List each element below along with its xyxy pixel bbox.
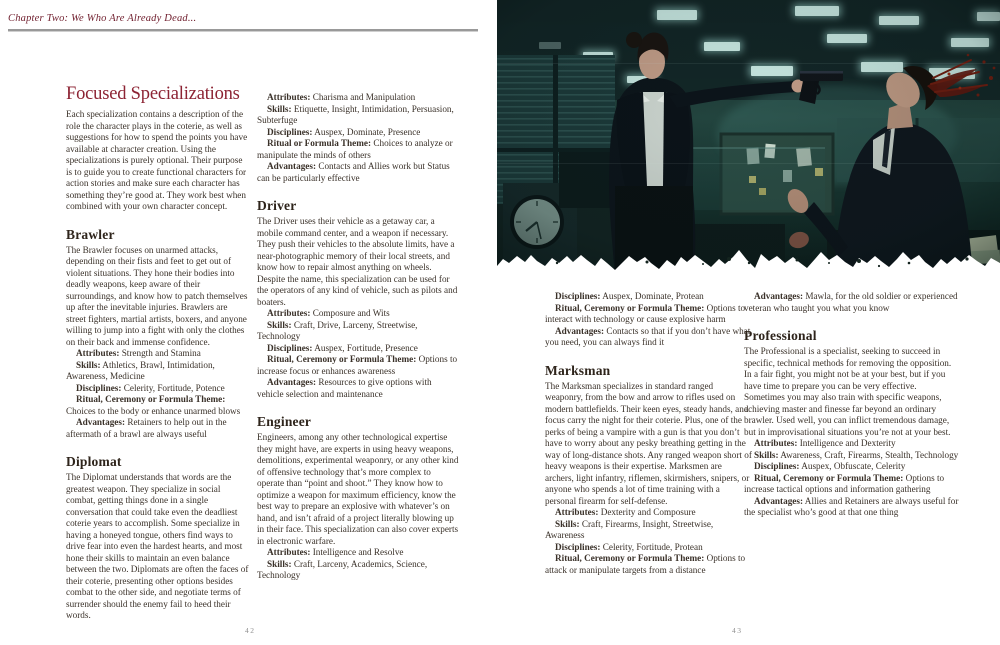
stat-label: Disciplines: xyxy=(267,342,313,353)
body-paragraph: The Diplomat understands that words are the greatest weapon. They specialize in social combat, getting things done in a single conversation that could take even the deadliest coterie years to accomplish. Some specialize in having a honeyed tongue, others find ways to drive fear into even the hardest hearts, and most hone their skills to maintain an even balance between the two. Diplomats are often the faces of their coterie, presenting other options besides combat to the other side, and negotiate terms of surrender should the enemy fail to heed their words. xyxy=(66,472,249,620)
chapter-header: Chapter Two: We Who Are Already Dead... xyxy=(8,13,197,24)
stat-label: Skills: xyxy=(555,518,580,529)
stat-line: Ritual, Ceremony or Formula Theme: Options to increase tactical options and information gathering xyxy=(744,472,945,494)
stat-line: Advantages: Allies and Retainers are always useful for the specialist who’s good at that one thing xyxy=(744,495,959,517)
page-title: Focused Specializations xyxy=(66,84,240,104)
stat-label: Disciplines: xyxy=(754,461,800,471)
stat-label: Attributes: xyxy=(267,308,311,318)
stat-line: Disciplines: Celerity, Fortitude, Potence xyxy=(76,382,225,393)
stat-label: Advantages: xyxy=(267,161,317,171)
stat-line: Disciplines: Auspex, Fortitude, Presence xyxy=(267,342,418,353)
stat-line: Attributes: Composure and Wits xyxy=(267,308,390,318)
right-page-column-2 xyxy=(744,291,959,519)
stat-line: Skills: Athletics, Brawl, Intimidation, Awareness, Medicine xyxy=(66,359,215,381)
stat-line: Attributes: Charisma and Manipulation xyxy=(267,92,416,102)
office-shooting-illustration xyxy=(497,0,1000,280)
stat-line: Attributes: Strength and Stamina xyxy=(76,348,201,358)
stat-label: Ritual, Ceremony or Formula Theme: xyxy=(555,302,705,313)
stat-line: Advantages: Retainers to help out in the aftermath of a brawl are always useful xyxy=(66,417,227,439)
stat-line: Ritual, Ceremony or Formula Theme: Options to attack or manipulate targets from a distance xyxy=(545,553,746,575)
stat-label: Skills: xyxy=(267,558,292,569)
stat-line: Advantages: Mawla, for the old soldier or experienced veteran who taught you what you know xyxy=(744,291,958,313)
body-paragraph: The Driver uses their vehicle as a getaway car, a mobile command center, and a weapon if necessary. They push their vehicles to the absolute limits, have a near-photographic memory of their local streets, and know how to repair almost anything on wheels. Despite the name, this specialization can be used for the operators of any kind of vehicle, such as pilots and boaters. xyxy=(257,216,458,307)
stat-line: Attributes: Intelligence and Resolve xyxy=(267,547,404,557)
stat-label: Advantages: xyxy=(754,291,804,301)
stat-line: Skills: Craft, Larceny, Academics, Science, Technology xyxy=(257,558,428,580)
stat-label: Ritual, Ceremony or Formula Theme: xyxy=(754,472,904,483)
stat-label: Attributes: xyxy=(555,507,599,517)
stat-label: Skills: xyxy=(76,359,101,370)
stat-label: Advantages: xyxy=(267,377,317,387)
body-paragraph: The Professional is a specialist, seeking to succeed in specific, technical methods for removing the opposition. In a fair fight, you might not be at your best, but if you have time to prepare you can be very effective. Sometimes you may also train with specific weapons, achieving master and finesse far beyond an ordinary brawler. Used well, you can inflict tremendous damage, but in improvisational situations you’re not at your best. xyxy=(744,346,952,437)
stat-line: Disciplines: Celerity, Fortitude, Protean xyxy=(555,541,703,552)
stat-line: Advantages: Contacts and Allies work but Status can be particularly effective xyxy=(257,161,450,183)
stat-line: Attributes: Intelligence and Dexterity xyxy=(754,438,896,448)
stat-label: Skills: xyxy=(267,319,292,330)
header-rule xyxy=(8,29,478,32)
stat-label: Attributes: xyxy=(267,92,311,102)
stat-label: Advantages: xyxy=(76,417,126,427)
stat-line: Skills: Awareness, Craft, Firearms, Stealth, Technology xyxy=(754,449,959,460)
section-heading: Professional xyxy=(744,328,817,343)
body-paragraph: Engineers, among any other technological expertise they might have, are experts in using heavy weapons, demolitions, experimental weaponry, or any other kind of offensive technology that’s more complex to operate than “point and shoot.” They know how to optimize a weapon for maximum efficiency, know the best way to prepare an explosive with whatever’s on hand, and isn’t afraid of a project literally blowing up in their face. This specialization can also cover experts in electronic warfare. xyxy=(257,432,459,546)
stat-label: Attributes: xyxy=(76,348,120,358)
stat-label: Ritual, Ceremony or Formula Theme: xyxy=(555,553,705,563)
stat-label: Advantages: xyxy=(555,325,605,336)
stat-line: Ritual, Ceremony or Formula Theme: Options to interact with technology or cause explosive harm xyxy=(545,302,746,324)
section-heading: Engineer xyxy=(257,414,312,429)
stat-label: Advantages: xyxy=(754,495,804,506)
stat-line: Advantages: Resources to give options with vehicle selection and maintenance xyxy=(257,377,432,399)
section-heading: Brawler xyxy=(66,226,115,242)
body-paragraph: Each specialization contains a description of the role the character plays in the coterie, as well as suggestions for how to spend the points you have available at character creation. Using the specializations is purely optional. Their purpose is to guide you to create functional characters for action stories and make sure each character has something they’re good at. They work best when combined with your own character concept. xyxy=(66,109,248,211)
stat-label: Disciplines: xyxy=(267,126,313,137)
stat-line: Ritual, Ceremony or Formula Theme: Options to increase focus or enhances awareness xyxy=(257,354,458,376)
page-number-right: 43 xyxy=(732,626,743,635)
body-paragraph: The Brawler focuses on unarmed attacks, depending on their fists and feet to get out of violent situations. They hone their bodies into deadly weapons, keep aware of their surroundings, and know how to patch themselves up after the inevitable injuries. Brawlers are street fighters, martial artists, boxers, and anyone willing to jump into a fight with only the clothes on their back and immense confidence. xyxy=(66,244,248,347)
stat-line: Ritual or Formula Theme: Choices to analyze or manipulate the minds of others xyxy=(257,138,453,160)
stat-line: Disciplines: Auspex, Dominate, Presence xyxy=(267,126,421,137)
stat-line: Disciplines: Auspex, Dominate, Protean xyxy=(555,291,704,301)
stat-line: Skills: Craft, Drive, Larceny, Streetwise, Technology xyxy=(257,319,418,341)
left-page-column-2 xyxy=(257,92,459,582)
right-page-column-1 xyxy=(545,291,752,576)
body-paragraph: The Marksman specializes in standard ranged weaponry, from the bow and arrow to rifles used on modern battlefields. Their keen eyes, steady hands, and focus carry the night for their coterie. Plus, one of the perks of being a vampire with a gun is that you don’t have to worry about any pesky breathing getting in the way of long-distance shots. Any ranged weapon short of heavy weapons is their expertise. Marksmen are archers, light infantry, riflemen, skirmishers, snipers, or anyone who spends a lot of time training with a personal firearm for self-defense. xyxy=(545,380,752,506)
stat-line: Skills: Craft, Firearms, Insight, Streetwise, Awareness xyxy=(545,518,714,540)
left-page-column-1 xyxy=(66,84,249,622)
page-number-left: 42 xyxy=(245,626,256,635)
stat-label: Ritual, Ceremony or Formula Theme: xyxy=(76,394,226,404)
stat-label: Disciplines: xyxy=(555,291,601,301)
stat-line: Advantages: Contacts so that if you don’t have what you need, you can always find it xyxy=(545,325,751,347)
section-heading: Marksman xyxy=(545,362,611,378)
stat-label: Ritual, Ceremony or Formula Theme: xyxy=(267,354,417,364)
stat-line: Skills: Etiquette, Insight, Intimidation, Persuasion, Subterfuge xyxy=(257,103,454,125)
section-heading: Diplomat xyxy=(66,454,122,469)
stat-line: Disciplines: Auspex, Obfuscate, Celerity xyxy=(754,461,906,471)
stat-label: Skills: xyxy=(754,449,779,460)
stat-label: Skills: xyxy=(267,103,292,114)
stat-label: Disciplines: xyxy=(555,541,601,552)
stat-label: Attributes: xyxy=(267,547,311,557)
section-heading: Driver xyxy=(257,198,297,213)
stat-label: Attributes: xyxy=(754,438,798,448)
stat-line: Ritual, Ceremony or Formula Theme: Choices to the body or enhance unarmed blows xyxy=(66,394,241,416)
stat-line: Attributes: Dexterity and Composure xyxy=(555,507,696,517)
stat-label: Ritual or Formula Theme: xyxy=(267,138,372,148)
stat-label: Disciplines: xyxy=(76,382,122,393)
